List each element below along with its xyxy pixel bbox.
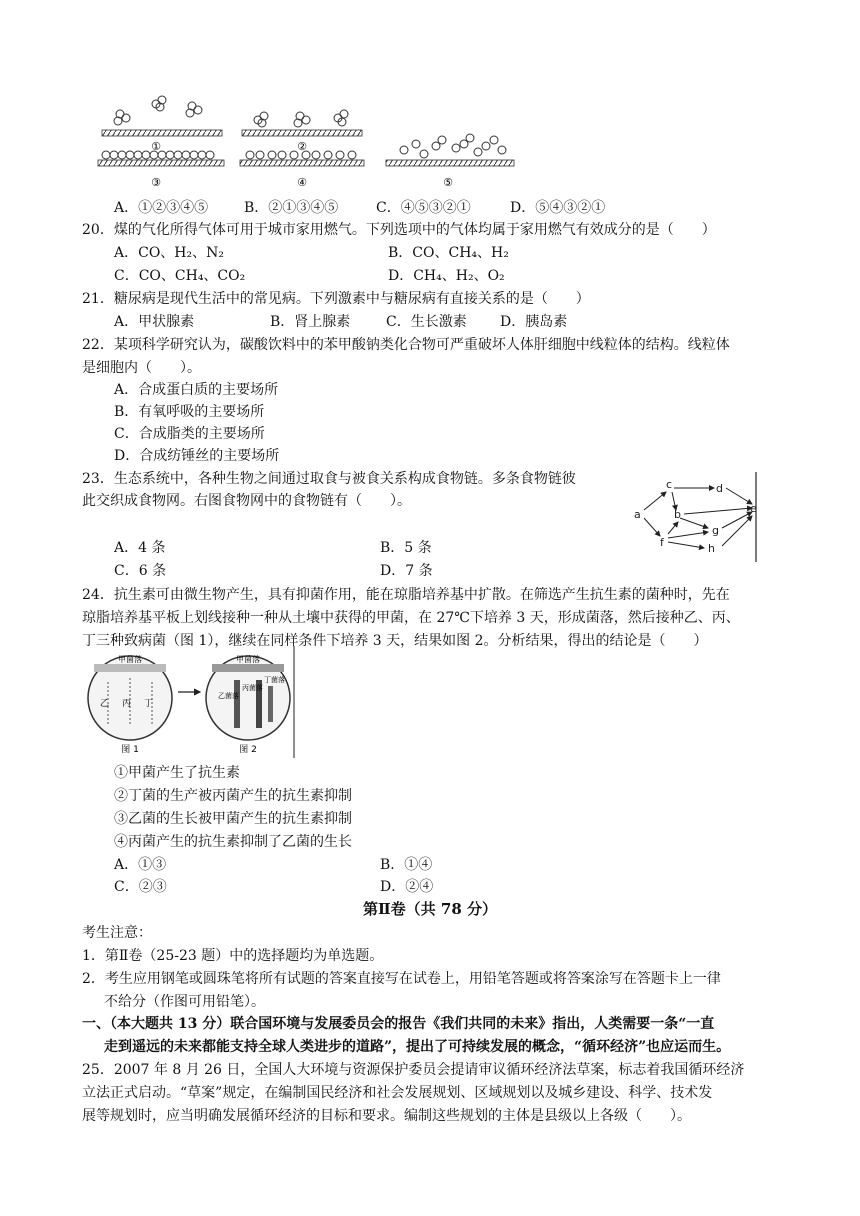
- q23-stem-line2: 此交织成食物网。右图食物网中的食物链有（ ）。: [82, 493, 411, 509]
- q23-option-b: B．5 条: [380, 540, 432, 556]
- q19-label-5: ⑤: [443, 176, 453, 189]
- q22-option-c: C．合成脂类的主要场所: [114, 426, 265, 442]
- q23-node-e: e: [750, 502, 757, 515]
- q24-option-a: A．①③: [114, 857, 167, 873]
- q23-node-a: a: [634, 508, 641, 521]
- q23-node-b: b: [674, 508, 681, 521]
- q23-option-d: D．7 条: [380, 563, 433, 579]
- q23-node-h: h: [708, 542, 715, 555]
- q24-fig2-label-yi: 乙菌落: [218, 692, 239, 700]
- q24-fig2-caption: 图 2: [239, 745, 257, 755]
- q19-label-4: ④: [297, 176, 307, 189]
- q20-stem: 20．煤的气化所得气体可用于城市家用燃气。下列选项中的气体均属于家用燃气有效成分的是（ ）: [82, 222, 716, 238]
- q19-panel-4: [240, 151, 364, 189]
- q23-node-g: g: [712, 524, 719, 537]
- q20-option-d: D．CH₄、H₂、O₂: [388, 268, 505, 284]
- q19-panel-2: [242, 110, 362, 153]
- q24-option-d: D．②④: [380, 879, 434, 895]
- q24-stem-line3: 丁三种致病菌（图 1），继续在同样条件下培养 3 天，结果如图 2。分析结果，得出的结论是（ ）: [82, 633, 708, 649]
- q22-option-d: D．合成纺锤丝的主要场所: [114, 448, 280, 464]
- q19-label-3: ③: [151, 176, 161, 189]
- q20-option-c: C．CO、CH₄、CO₂: [114, 268, 246, 284]
- q19-option-d: D．⑤④③②①: [510, 200, 606, 216]
- q22-option-b: B．有氧呼吸的主要场所: [114, 404, 265, 420]
- q24-fig1-colony-label: 甲菌落: [118, 655, 142, 664]
- q22-stem-line2: 是细胞内（ ）。: [82, 360, 201, 376]
- q24-fig2-label-bing: 丙菌落: [242, 684, 263, 692]
- q25-stem-line1: 25．2007 年 8 月 26 日，全国人大环境与资源保护委员会提请审议循环经济法草案，标志着我国循环经济: [82, 1062, 745, 1078]
- q19-option-b: B．②①③④⑤: [244, 200, 339, 216]
- q21-option-d: D．胰岛素: [500, 314, 568, 330]
- q24-stem-line2: 琼脂培养基平板上划线接种一种从土壤中获得的甲菌，在 27℃下培养 3 天，形成菌落，然后接种乙、丙、: [82, 610, 740, 626]
- q23-food-web-figure: [622, 470, 772, 566]
- q24-fig1-caption: 图 1: [121, 745, 139, 755]
- q19-panel-5: [386, 134, 514, 189]
- q22-stem-line1: 22．某项科学研究认为，碳酸饮料中的苯甲酸钠类化合物可严重破坏人体肝细胞中线粒体的结构。线粒体: [82, 337, 730, 353]
- q24-option-b: B．①④: [380, 857, 433, 873]
- q24-stem-line1: 24．抗生素可由微生物产生，具有抑菌作用，能在琼脂培养基中扩散。在筛选产生抗生素的菌种时，先在: [82, 587, 730, 603]
- q21-option-b: B．肾上腺素: [270, 314, 351, 330]
- q23-node-f: f: [660, 536, 664, 549]
- q21-stem: 21．糖尿病是现代生活中的常见病。下列激素中与糖尿病有直接关系的是（ ）: [82, 291, 590, 307]
- q24-fig1-label-yi: 乙: [100, 699, 110, 709]
- q23-option-a: A．4 条: [114, 540, 166, 556]
- q24-statement-4: ④丙菌产生的抗生素抑制了乙菌的生长: [114, 834, 352, 850]
- q19-figure: [90, 92, 530, 192]
- q19-panel-3: [98, 151, 224, 189]
- q19-label-2: ②: [297, 140, 307, 153]
- q24-statement-3: ③乙菌的生长被甲菌产生的抗生素抑制: [114, 811, 352, 827]
- q23-node-d: d: [716, 482, 723, 495]
- notice-2-line1: 2．考生应用钢笔或圆珠笔将所有试题的答案直接写在试卷上，用铅笔答题或将答案涂写在答题卡上一律: [82, 971, 721, 987]
- q20-option-a: A．CO、H₂、N₂: [114, 245, 224, 261]
- q24-fig1-label-bing: 丙: [122, 699, 132, 709]
- part-1-line1: 一、（本大题共 13 分）联合国环境与发展委员会的报告《我们共同的未来》指出，人类需要一条“一直: [82, 1016, 715, 1032]
- q24-statement-2: ②丁菌的生产被丙菌产生的抗生素抑制: [114, 788, 352, 804]
- q22-option-a: A．合成蛋白质的主要场所: [114, 382, 279, 398]
- q24-fig2-colony-label: 甲菌落: [236, 655, 260, 664]
- section-2-title: 第Ⅱ卷（共 78 分）: [363, 900, 497, 918]
- part-1-line2: 走到遥远的未来都能支持全球人类进步的道路”，提出了可持续发展的概念，“循环经济”也应运而生。: [104, 1039, 731, 1055]
- notice-2-line2: 不给分（作图可用铅笔）。: [104, 994, 265, 1010]
- q24-fig2-label-ding: 丁菌落: [264, 676, 285, 684]
- notice-1: 1．第Ⅱ卷（25-23 题）中的选择题均为单选题。: [82, 948, 384, 964]
- q19-option-c: C．④⑤③②①: [376, 200, 471, 216]
- q19-label-1: ①: [151, 140, 161, 153]
- q20-option-b: B．CO、CH₄、H₂: [388, 245, 509, 261]
- q23-option-c: C．6 条: [114, 563, 167, 579]
- q21-option-a: A．甲状腺素: [114, 314, 195, 330]
- q21-option-c: C．生长激素: [386, 314, 467, 330]
- q24-figure: [82, 646, 302, 758]
- q25-stem-line2: 立法正式启动。“草案”规定，在编制国民经济和社会发展规划、区域规划以及城乡建设、科学、技术发: [82, 1085, 713, 1101]
- q24-statement-1: ①甲菌产生了抗生素: [114, 765, 240, 781]
- q19-option-a: A．①②③④⑤: [114, 200, 209, 216]
- q25-stem-line3: 展等规划时，应当明确发展循环经济的目标和要求。编制这些规划的主体是县级以上各级（ ）。: [82, 1108, 691, 1124]
- q24-option-c: C．②③: [114, 879, 167, 895]
- q23-node-c: c: [666, 478, 673, 491]
- q24-fig1-label-ding: 丁: [144, 699, 154, 709]
- q19-panel-1: [102, 96, 222, 153]
- notice-title: 考生注意：: [82, 925, 152, 941]
- q23-stem-line1: 23．生态系统中，各种生物之间通过取食与被食关系构成食物链。多条食物链彼: [82, 471, 576, 487]
